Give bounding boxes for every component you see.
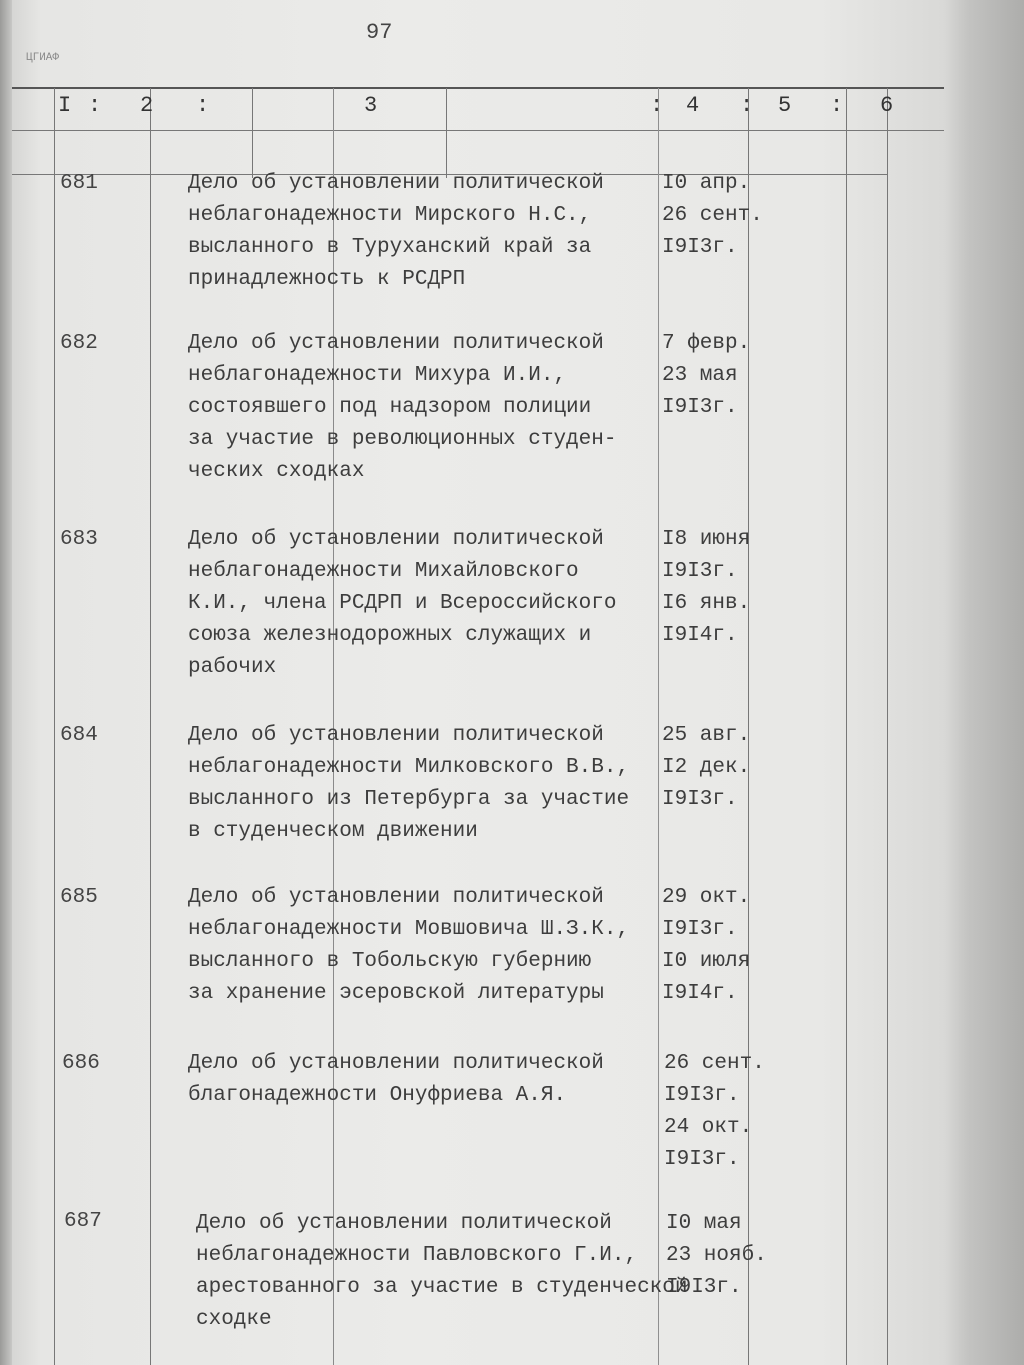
column-header-2: 2	[140, 93, 154, 118]
entry-dates: 7 февр. 23 мая I9I3г.	[662, 332, 751, 419]
page-number: 97	[366, 20, 393, 45]
entry-dates: I0 апр. 26 сент. I9I3г.	[662, 172, 763, 259]
entry-number: 681	[60, 172, 98, 195]
entry-number: 682	[60, 332, 98, 355]
column-separator: :	[740, 93, 754, 118]
entry-title: Дело об установлении политической неблагонадежности Павловского Г.И., арестованного за участие в студенческой сходке	[196, 1212, 688, 1331]
entry-number: 686	[62, 1052, 100, 1075]
column-line-3	[252, 88, 253, 178]
entry-title: Дело об установлении политической неблагонадежности Михура И.И., состоявшего под надзором полиции за участие в революционных студен- ческих сходках	[188, 332, 617, 483]
column-line-2	[150, 88, 151, 1365]
column-line-9	[887, 88, 888, 1365]
entry-title: Дело об установлении политической неблагонадежности Михайловского К.И., члена РСДРП и Всероссийского союза железнодорожных служащих и рабочих	[188, 528, 617, 679]
column-header-4: 4	[686, 93, 700, 118]
column-header-6: 6	[880, 93, 894, 118]
column-line-5	[446, 88, 447, 178]
entry-title: Дело об установлении политической благонадежности Онуфриева А.Я.	[188, 1052, 604, 1107]
column-header-3: 3	[364, 93, 378, 118]
column-separator: :	[88, 93, 102, 118]
archive-stamp: ЦГИАФ	[26, 52, 60, 64]
entry-dates: I0 мая 23 нояб. I9I3г.	[666, 1212, 767, 1299]
header-top-rule	[12, 87, 944, 89]
page-binding-edge	[0, 0, 12, 1365]
entry-title: Дело об установлении политической неблагонадежности Мовшовича Ш.З.К., высланного в Тобольскую губернию за хранение эсеровской литературы	[188, 886, 630, 1005]
column-line-1	[54, 88, 55, 1365]
entry-number: 683	[60, 528, 98, 551]
entry-dates: I8 июня I9I3г. I6 янв. I9I4г.	[662, 528, 751, 647]
column-header-1: I	[58, 93, 72, 118]
entry-dates: 25 авг. I2 дек. I9I3г.	[662, 724, 751, 811]
column-line-6	[658, 88, 659, 1365]
page-shadow	[944, 0, 1024, 1365]
header-mid-rule	[12, 130, 944, 131]
entry-number: 687	[64, 1210, 102, 1233]
entry-title: Дело об установлении политической неблагонадежности Милковского В.В., высланного из Петербурга за участие в студенческом движении	[188, 724, 630, 843]
entry-dates: 29 окт. I9I3г. I0 июля I9I4г.	[662, 886, 751, 1005]
column-separator: :	[196, 93, 210, 118]
entry-number: 685	[60, 886, 98, 909]
entry-title: Дело об установлении политической неблагонадежности Мирского Н.С., высланного в Туруханский край за принадлежность к РСДРП	[188, 172, 604, 291]
entry-number: 684	[60, 724, 98, 747]
column-header-5: 5	[778, 93, 792, 118]
column-separator: :	[650, 93, 664, 118]
column-line-8	[846, 88, 847, 1365]
entry-dates: 26 сент. I9I3г. 24 окт. I9I3г.	[664, 1052, 765, 1171]
column-separator: :	[830, 93, 844, 118]
